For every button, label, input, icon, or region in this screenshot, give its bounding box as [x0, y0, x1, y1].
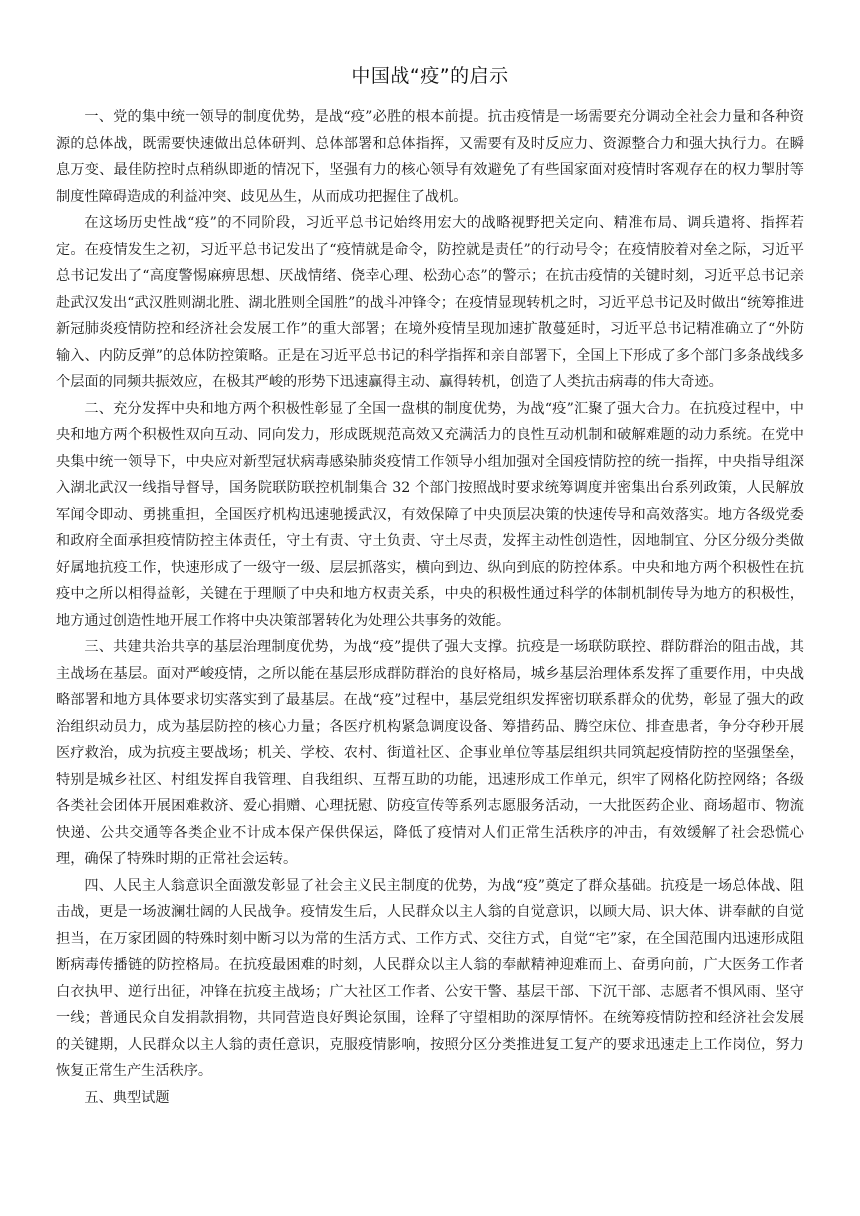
paragraph-4: 三、共建共治共享的基层治理制度优势，为战“疫”提供了强大支撑。抗疫是一场联防联控、群防群治的阻击战，其主战场在基层。面对严峻疫情，之所以能在基层形成群防群治的良好格局，城乡基层治理体系发挥了重要作用，中央战略部署和地方具体要求切实落实到了最基层。在战“疫”过程中，基层党组织发挥密切联系群众的优势，彰显了强大的政治组织动员力，成为基层防控的核心力量；各医疗机构紧急调度设备、筹措药品、腾空床位、排查患者，争分夺秒开展医疗救治，成为抗疫主要战场；机关、学校、农村、街道社区、企事业单位等基层组织共同筑起疫情防控的坚强堡垒，特别是城乡社区、村组发挥自我管理、自我组织、互帮互助的功能，迅速形成工作单元，织牢了网格化防控网络；各级各类社会团体开展困难救济、爱心捐赠、心理抚慰、防疫宣传等系列志愿服务活动，一大批医药企业、商场超市、物流快递、公共交通等各类企业不计成本保产保供保运，降低了疫情对人们正常生活秩序的冲击，有效缓解了社会恐慌心理，确保了特殊时期的正常社会运转。 [56, 639, 804, 867]
paragraph-2: 在这场历史性战“疫”的不同阶段，习近平总书记始终用宏大的战略视野把关定向、精准布局、调兵遣将、指挥若定。在疫情发生之初，习近平总书记发出了“疫情就是命令，防控就是责任”的行动号令；在疫情胶着对垒之际，习近平总书记发出了“高度警惕麻痹思想、厌战情绪、侥幸心理、松劲心态”的警示；在抗击疫情的关键时刻，习近平总书记亲赴武汉发出“武汉胜则湖北胜、湖北胜则全国胜”的战斗冲锋令；在疫情显现转机之时，习近平总书记及时做出“统筹推进新冠肺炎疫情防控和经济社会发展工作”的重大部署；在境外疫情呈现加速扩散蔓延时，习近平总书记精准确立了“外防输入、内防反弹”的总体防控策略。正是在习近平总书记的科学指挥和亲自部署下，全国上下形成了多个部门多条战线多个层面的同频共振效应，在极其严峻的形势下迅速赢得主动、赢得转机，创造了人类抗击病毒的伟大奇迹。 [56, 215, 804, 390]
paragraph-1: 一、党的集中统一领导的制度优势，是战“疫”必胜的根本前提。抗击疫情是一场需要充分调动全社会力量和各种资源的总体战，既需要快速做出总体研判、总体部署和总体指挥，又需要有及时反应力、资源整合力和强大执行力。在瞬息万变、最佳防控时点稍纵即逝的情况下，坚强有力的核心领导有效避免了有些国家面对疫情时客观存在的权力掣肘等制度性障碍造成的利益冲突、歧见丛生，从而成功把握住了战机。 [56, 109, 804, 205]
paragraph-5: 四、人民主人翁意识全面激发彰显了社会主义民主制度的优势，为战“疫”奠定了群众基础。抗疫是一场总体战、阻击战，更是一场波澜壮阔的人民战争。疫情发生后，人民群众以主人翁的自觉意识，以顾大局、识大体、讲奉献的自觉担当，在万家团圆的特殊时刻中断习以为常的生活方式、工作方式、交往方式，自觉“宅”家，在全国范围内迅速形成阻断病毒传播链的防控格局。在抗疫最困难的时刻，人民群众以主人翁的奉献精神迎难而上、奋勇向前，广大医务工作者白衣执甲、逆行出征，冲锋在抗疫主战场；广大社区工作者、公安干警、基层干部、下沉干部、志愿者不惧风雨、坚守一线；普通民众自发捐款捐物，共同营造良好舆论氛围，诠释了守望相助的深厚情怀。在统筹疫情防控和经济社会发展的关键期，人民群众以主人翁的责任意识，克服疫情影响，按照分区分类推进复工复产的要求迅速走上工作岗位，努力恢复正常生产生活秩序。 [56, 877, 804, 1079]
document-title: 中国战“疫”的启示 [351, 65, 509, 87]
section-heading-typical-questions: 五、典型试题 [84, 1089, 170, 1106]
paragraph-3: 二、充分发挥中央和地方两个积极性彰显了全国一盘棋的制度优势，为战“疫”汇聚了强大合力。在抗疫过程中，中央和地方两个积极性双向互动、同向发力，形成既规范高效又充满活力的良性互动机制和破解难题的动力系统。在党中央集中统一领导下，中央应对新型冠状病毒感染肺炎疫情工作领导小组加强对全国疫情防控的统一指挥，中央指导组深入湖北武汉一线指导督导，国务院联防联控机制集合 32 个部门按照战时要求统筹调度并密集出台系列政策，人民解放军闻令即动、勇挑重担，全国医疗机构迅速驰援武汉，有效保障了中央顶层决策的快速传导和高效落实。地方各级党委和政府全面承担疫情防控主体责任，守土有责、守土负责、守土尽责，发挥主动性创造性，因地制宜、分区分级分类做好属地抗疫工作，快速形成了一级守一级、层层抓落实，横向到边、纵向到底的防控体系。中央和地方两个积极性在抗疫中之所以相得益彰，关键在于理顺了中央和地方权责关系，中央的积极性通过科学的体制机制传导为地方的积极性，地方通过创造性地开展工作将中央决策部署转化为处理公共事务的效能。 [56, 400, 804, 629]
